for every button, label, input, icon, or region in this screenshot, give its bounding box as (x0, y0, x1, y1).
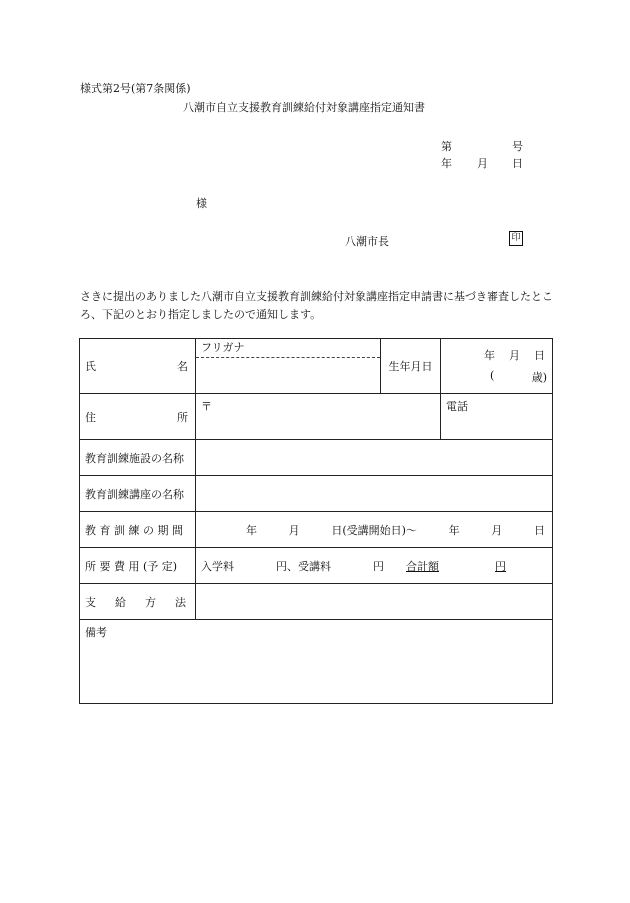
issue-date-month: 月 (477, 157, 488, 170)
notice-body-text: さきに提出のありました八潮市自立支援教育訓練給付対象講座指定申請書に基づき審査したところ、下記のとおり指定しましたので通知します。 (80, 290, 553, 321)
facility-row (80, 440, 553, 476)
payment-method-value[interactable] (196, 584, 553, 620)
yen-label: 円 (373, 559, 384, 573)
total-label: 合計額 (406, 559, 439, 573)
period-month-1: 月 (288, 523, 300, 537)
issue-date-year: 年 (441, 157, 452, 170)
period-start: 日(受講開始日)～ (331, 523, 417, 537)
seal-mark: 印 (509, 231, 523, 246)
name-label-2: 名 (177, 360, 188, 373)
phone-label: 電話 (446, 400, 468, 413)
name-label-1: 氏 (85, 360, 96, 373)
phone-cell[interactable] (441, 394, 553, 440)
period-row (80, 512, 553, 548)
facility-label: 教育訓練施設の名称 (80, 440, 196, 476)
addressee-suffix: 様 (196, 197, 207, 210)
age-open: ( (490, 369, 495, 382)
address-label-1: 住 (85, 410, 96, 424)
facility-value[interactable] (196, 440, 553, 476)
document-number-suffix: 号 (512, 140, 523, 153)
cost-label: 所 要 費 用 (予 定) (80, 548, 196, 584)
furigana-label: フリガナ (201, 341, 245, 354)
period-label: 教 育 訓 練 の 期 間 (80, 512, 196, 548)
payment-label-cell (80, 584, 196, 620)
course-value[interactable] (196, 476, 553, 512)
cost-row (80, 548, 553, 584)
name-field[interactable] (201, 358, 375, 388)
address-label-cell (80, 394, 196, 440)
name-label-cell (80, 339, 196, 394)
admission-fee-label: 入学料 (201, 559, 234, 573)
age-close: 歳) (531, 371, 547, 384)
payment-label-3: 方 (145, 595, 156, 609)
issuer-name: 八潮市長 (345, 235, 389, 248)
remarks-label: 備考 (85, 626, 107, 639)
payment-label-4: 法 (175, 595, 186, 609)
dob-month: 月 (509, 349, 520, 362)
furigana-field[interactable] (196, 339, 380, 358)
total-amount-field[interactable] (406, 560, 506, 573)
dob-year: 年 (484, 349, 495, 362)
dob-day: 日 (534, 349, 545, 362)
name-value-cell[interactable] (196, 339, 381, 394)
dob-value-cell[interactable] (441, 339, 553, 394)
postal-mark: 〒 (201, 400, 212, 413)
document-title: 八潮市自立支援教育訓練給付対象講座指定通知書 (183, 101, 425, 114)
payment-row (80, 584, 553, 620)
remarks-row (80, 620, 553, 704)
period-day-2: 日 (533, 523, 545, 537)
name-row (80, 339, 553, 394)
course-row (80, 476, 553, 512)
address-label-2: 所 (177, 410, 188, 424)
designation-details-table (79, 338, 553, 704)
period-year-2: 年 (448, 523, 460, 537)
period-month-2: 月 (491, 523, 503, 537)
total-yen: 円 (495, 559, 506, 573)
address-value-cell[interactable] (196, 394, 441, 440)
dob-label: 生年月日 (381, 339, 441, 394)
form-number: 様式第2号(第7条関係) (80, 82, 191, 95)
course-label: 教育訓練講座の名称 (80, 476, 196, 512)
tuition-label: 円、受講料 (276, 559, 331, 573)
period-year-1: 年 (246, 523, 257, 537)
issue-date-day: 日 (512, 157, 523, 170)
document-number-label: 第 (441, 140, 452, 153)
remarks-cell[interactable] (80, 620, 553, 704)
address-row (80, 394, 553, 440)
cost-value-cell[interactable] (196, 548, 553, 584)
payment-label-2: 給 (115, 595, 126, 609)
period-value-cell[interactable] (196, 512, 553, 548)
payment-label-1: 支 (85, 595, 96, 609)
